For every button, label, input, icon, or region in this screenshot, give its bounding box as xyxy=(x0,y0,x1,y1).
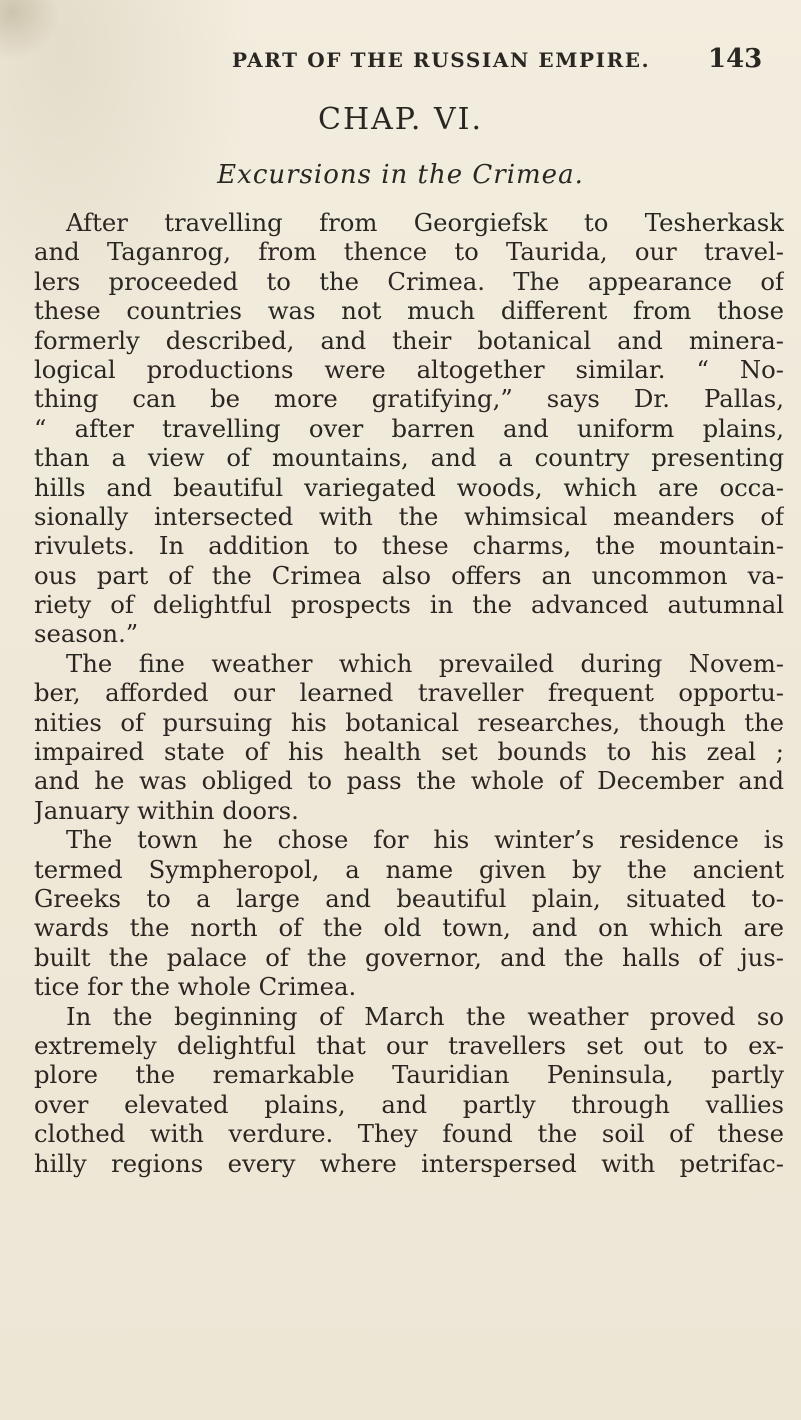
text-line: sionally intersected with the whimsical meanders of xyxy=(34,501,784,531)
text-line: hilly regions every where interspersed with petrifac- xyxy=(34,1148,784,1178)
text-line: plore the remarkable Tauridian Peninsula, partly xyxy=(34,1060,784,1090)
text-line: The fine weather which prevailed during Novem- xyxy=(66,648,784,678)
text-line: impaired state of his health set bounds to his zeal ; xyxy=(34,737,784,767)
text-line: termed Sympheropol, a name given by the ancient xyxy=(34,854,784,884)
text-line: After travelling from Georgiefsk to Tesherkask xyxy=(66,208,784,237)
text-line: The town he chose for his winter’s residence is xyxy=(66,825,784,855)
text-line: tice for the whole Crimea. xyxy=(34,972,357,1002)
text-line: clothed with verdure. They found the soil of these xyxy=(34,1119,784,1149)
text-line: ous part of the Crimea also offers an uncommon va- xyxy=(34,560,784,590)
paper-stain xyxy=(0,0,60,60)
text-line: season.” xyxy=(34,619,139,649)
text-line: ber, afforded our learned traveller frequent opportu- xyxy=(34,678,784,708)
text-line: and Taganrog, from thence to Taurida, our travel- xyxy=(34,237,784,267)
text-line: In the beginning of March the weather proved so xyxy=(66,1001,784,1031)
text-line: these countries was not much different from those xyxy=(34,296,784,326)
text-line: lers proceeded to the Crimea. The appearance of xyxy=(34,266,784,296)
text-line: wards the north of the old town, and on which are xyxy=(34,913,784,943)
text-line: Greeks to a large and beautiful plain, situated to- xyxy=(34,883,784,913)
chapter-subtitle: Excursions in the Crimea. xyxy=(217,160,584,190)
text-line: rivulets. In addition to these charms, the mountain- xyxy=(34,531,784,561)
text-line: formerly described, and their botanical and minera- xyxy=(34,325,784,355)
text-line: built the palace of the governor, and the halls of jus- xyxy=(34,942,784,972)
text-line: than a view of mountains, and a country presenting xyxy=(34,443,784,473)
text-line: extremely delightful that our travellers set out to ex- xyxy=(34,1030,784,1060)
text-line: thing can be more gratifying,” says Dr. Pallas, xyxy=(34,384,784,414)
text-line: “ after travelling over barren and uniform plains, xyxy=(34,413,784,443)
text-line: January within doors. xyxy=(34,795,299,825)
running-head: PART OF THE RUSSIAN EMPIRE. xyxy=(232,48,651,72)
body-text xyxy=(34,208,784,1178)
chapter-heading: CHAP. VI. xyxy=(317,102,483,137)
text-line: riety of delightful prospects in the advanced autumnal xyxy=(34,590,784,620)
text-line: and he was obliged to pass the whole of December and xyxy=(34,766,784,796)
text-line: nities of pursuing his botanical researches, though the xyxy=(34,707,784,737)
text-line: hills and beautiful variegated woods, which are occa- xyxy=(34,472,784,502)
text-line: over elevated plains, and partly through vallies xyxy=(34,1089,784,1119)
text-line: logical productions were altogether similar. “ No- xyxy=(34,354,784,384)
page-number: 143 xyxy=(708,44,763,74)
